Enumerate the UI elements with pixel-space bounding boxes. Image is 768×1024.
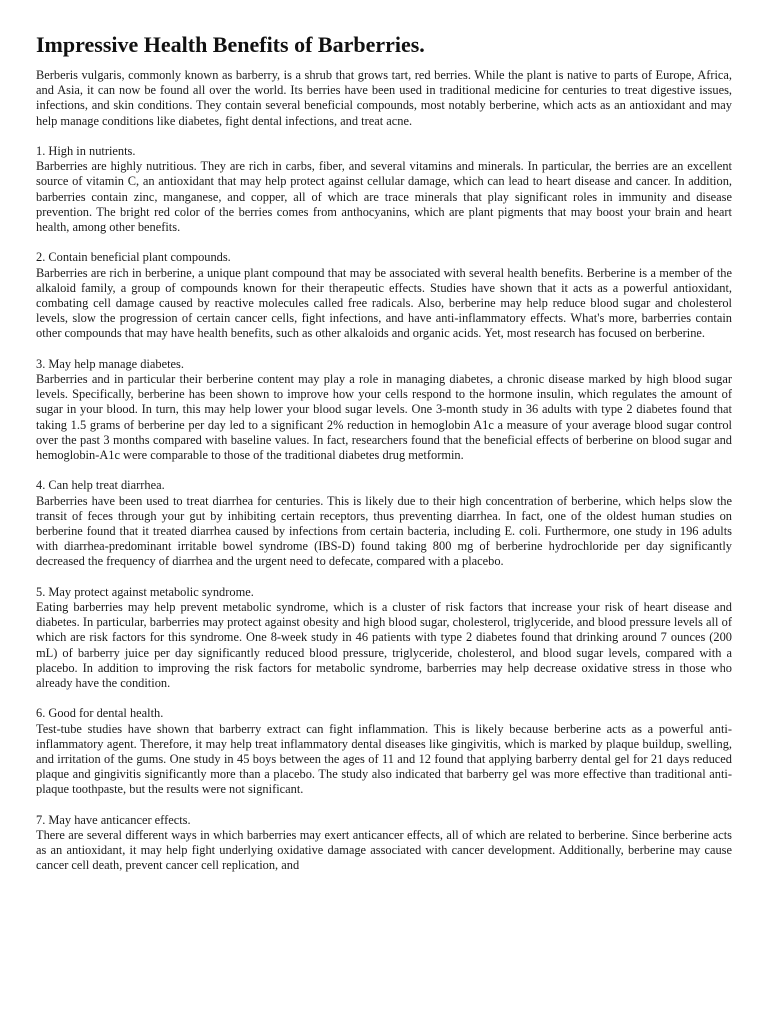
section-body: Test-tube studies have shown that barberry extract can fight inflammation. This is likely because berberine acts as a powerful anti-inflammatory agent. Therefore, it may help treat inflammatory dental diseases like gingivitis, which is marked by plaque buildup, swelling, and irritation of the gums. One study in 45 boys between the ages of 11 and 12 found that applying barberry dental gel for 21 days reduced plaque and gingivitis significantly more than a placebo. The study also indicated that barberry gel was more effective than traditional anti-plaque toothpaste, but the results were not significant.: [36, 721, 732, 797]
section-body: Barberries have been used to treat diarrhea for centuries. This is likely due to their high concentration of berberine, which helps slow the transit of feces through your gut by inhibiting certain receptors, thus preventing diarrhea. In fact, one of the oldest human studies on berberine found that it treated diarrhea caused by infections from certain bacteria, including E. coli. Furthermore, one study in 196 adults with diarrhea-predominant irritable bowel syndrome (IBS-D) found taking 800 mg of berberine hydrochloride per day significantly decreased the frequency of diarrhea and the urgent need to defecate, compared with a placebo.: [36, 493, 732, 569]
section-heading: 5. May protect against metabolic syndrome.: [36, 584, 254, 599]
section-anticancer: [36, 813, 732, 874]
section-heading: 7. May have anticancer effects.: [36, 812, 191, 827]
section-heading: 1. High in nutrients.: [36, 144, 136, 158]
section-heading: 2. Contain beneficial plant compounds.: [36, 250, 231, 265]
section-diabetes: [36, 357, 732, 463]
section-heading: 3. May help manage diabetes.: [36, 356, 184, 371]
section-heading: 6. Good for dental health.: [36, 706, 164, 721]
section-heading: 4. Can help treat diarrhea.: [36, 478, 165, 493]
document-page: [36, 30, 732, 889]
intro-paragraph: Berberis vulgaris, commonly known as barberry, is a shrub that grows tart, red berries. While the plant is native to parts of Europe, Africa, and Asia, it can now be found all over the world. Its berries have been used in traditional medicine for centuries to treat digestive issues, infections, and skin conditions. They contain several beneficial compounds, most notably berberine, which acts as an antioxidant and may help manage conditions like diabetes, fight dental infections, and treat acne.: [36, 68, 732, 128]
section-high-in-nutrients: [36, 144, 732, 235]
section-body: Barberries are highly nutritious. They are rich in carbs, fiber, and several vitamins and minerals. In particular, the berries are an excellent source of vitamin C, an antioxidant that may help protect against cellular damage, which can lead to heart disease and cancer. In addition, barberries contain zinc, manganese, and copper, all of which are trace minerals that play significant roles in immunity and disease prevention. The bright red color of the berries comes from anthocyanins, which are plant pigments that may boost your brain and heart health, among other benefits.: [36, 159, 732, 235]
section-body: Eating barberries may help prevent metabolic syndrome, which is a cluster of risk factors that increase your risk of heart disease and diabetes. In particular, barberries may protect against obesity and high blood sugar, cholesterol, triglyceride, and blood pressure levels all of which are risk factors for this syndrome. One 8-week study in 46 patients with type 2 diabetes found that drinking around 7 ounces (200 mL) of barberry juice per day significantly reduced blood pressure, triglyceride, cholesterol, and blood sugar levels, compared with a placebo. In addition to improving the risk factors for metabolic syndrome, barberries may help decrease oxidative stress in those who already have the condition.: [36, 600, 732, 691]
section-plant-compounds: [36, 250, 732, 341]
section-diarrhea: [36, 478, 732, 569]
section-body: Barberries are rich in berberine, a unique plant compound that may be associated with several health benefits. Berberine is a member of the alkaloid family, a group of compounds known for their therapeutic effects. Studies have shown that it acts as a powerful antioxidant, combating cell damage caused by reactive molecules called free radicals. Also, berberine may help reduce blood sugar and cholesterol levels, slow the progression of certain cancer cells, fight infections, and have anti-inflammatory effects. What's more, barberries contain other compounds that may have health benefits, such as other alkaloids and organic acids. Yet, most research has focused on berberine.: [36, 265, 732, 341]
section-body: There are several different ways in which barberries may exert anticancer effects, all of which are related to berberine. Since berberine acts as an antioxidant, it may help fight underlying oxidative damage associated with cancer development. Additionally, berberine may cause cancer cell death, prevent cancer cell replication, and: [36, 828, 732, 873]
section-body: Barberries and in particular their berberine content may play a role in managing diabetes, a chronic disease marked by high blood sugar levels. Specifically, berberine has been shown to improve how your cells respond to the hormone insulin, which regulates the amount of sugar in your blood. In turn, this may help lower your blood sugar levels. One 3-month study in 36 adults with type 2 diabetes found that taking 1.5 grams of berberine per day led to a significant 2% reduction in hemoglobin A1c a measure of your average blood sugar control over the past 3 months compared with baseline values. In fact, researchers found that the beneficial effects of berberine on blood sugar and hemoglobin-A1c were comparable to those of the traditional diabetes drug metformin.: [36, 372, 732, 463]
section-dental-health: [36, 706, 732, 797]
section-metabolic-syndrome: [36, 585, 732, 691]
page-title: Impressive Health Benefits of Barberries.: [36, 32, 425, 57]
